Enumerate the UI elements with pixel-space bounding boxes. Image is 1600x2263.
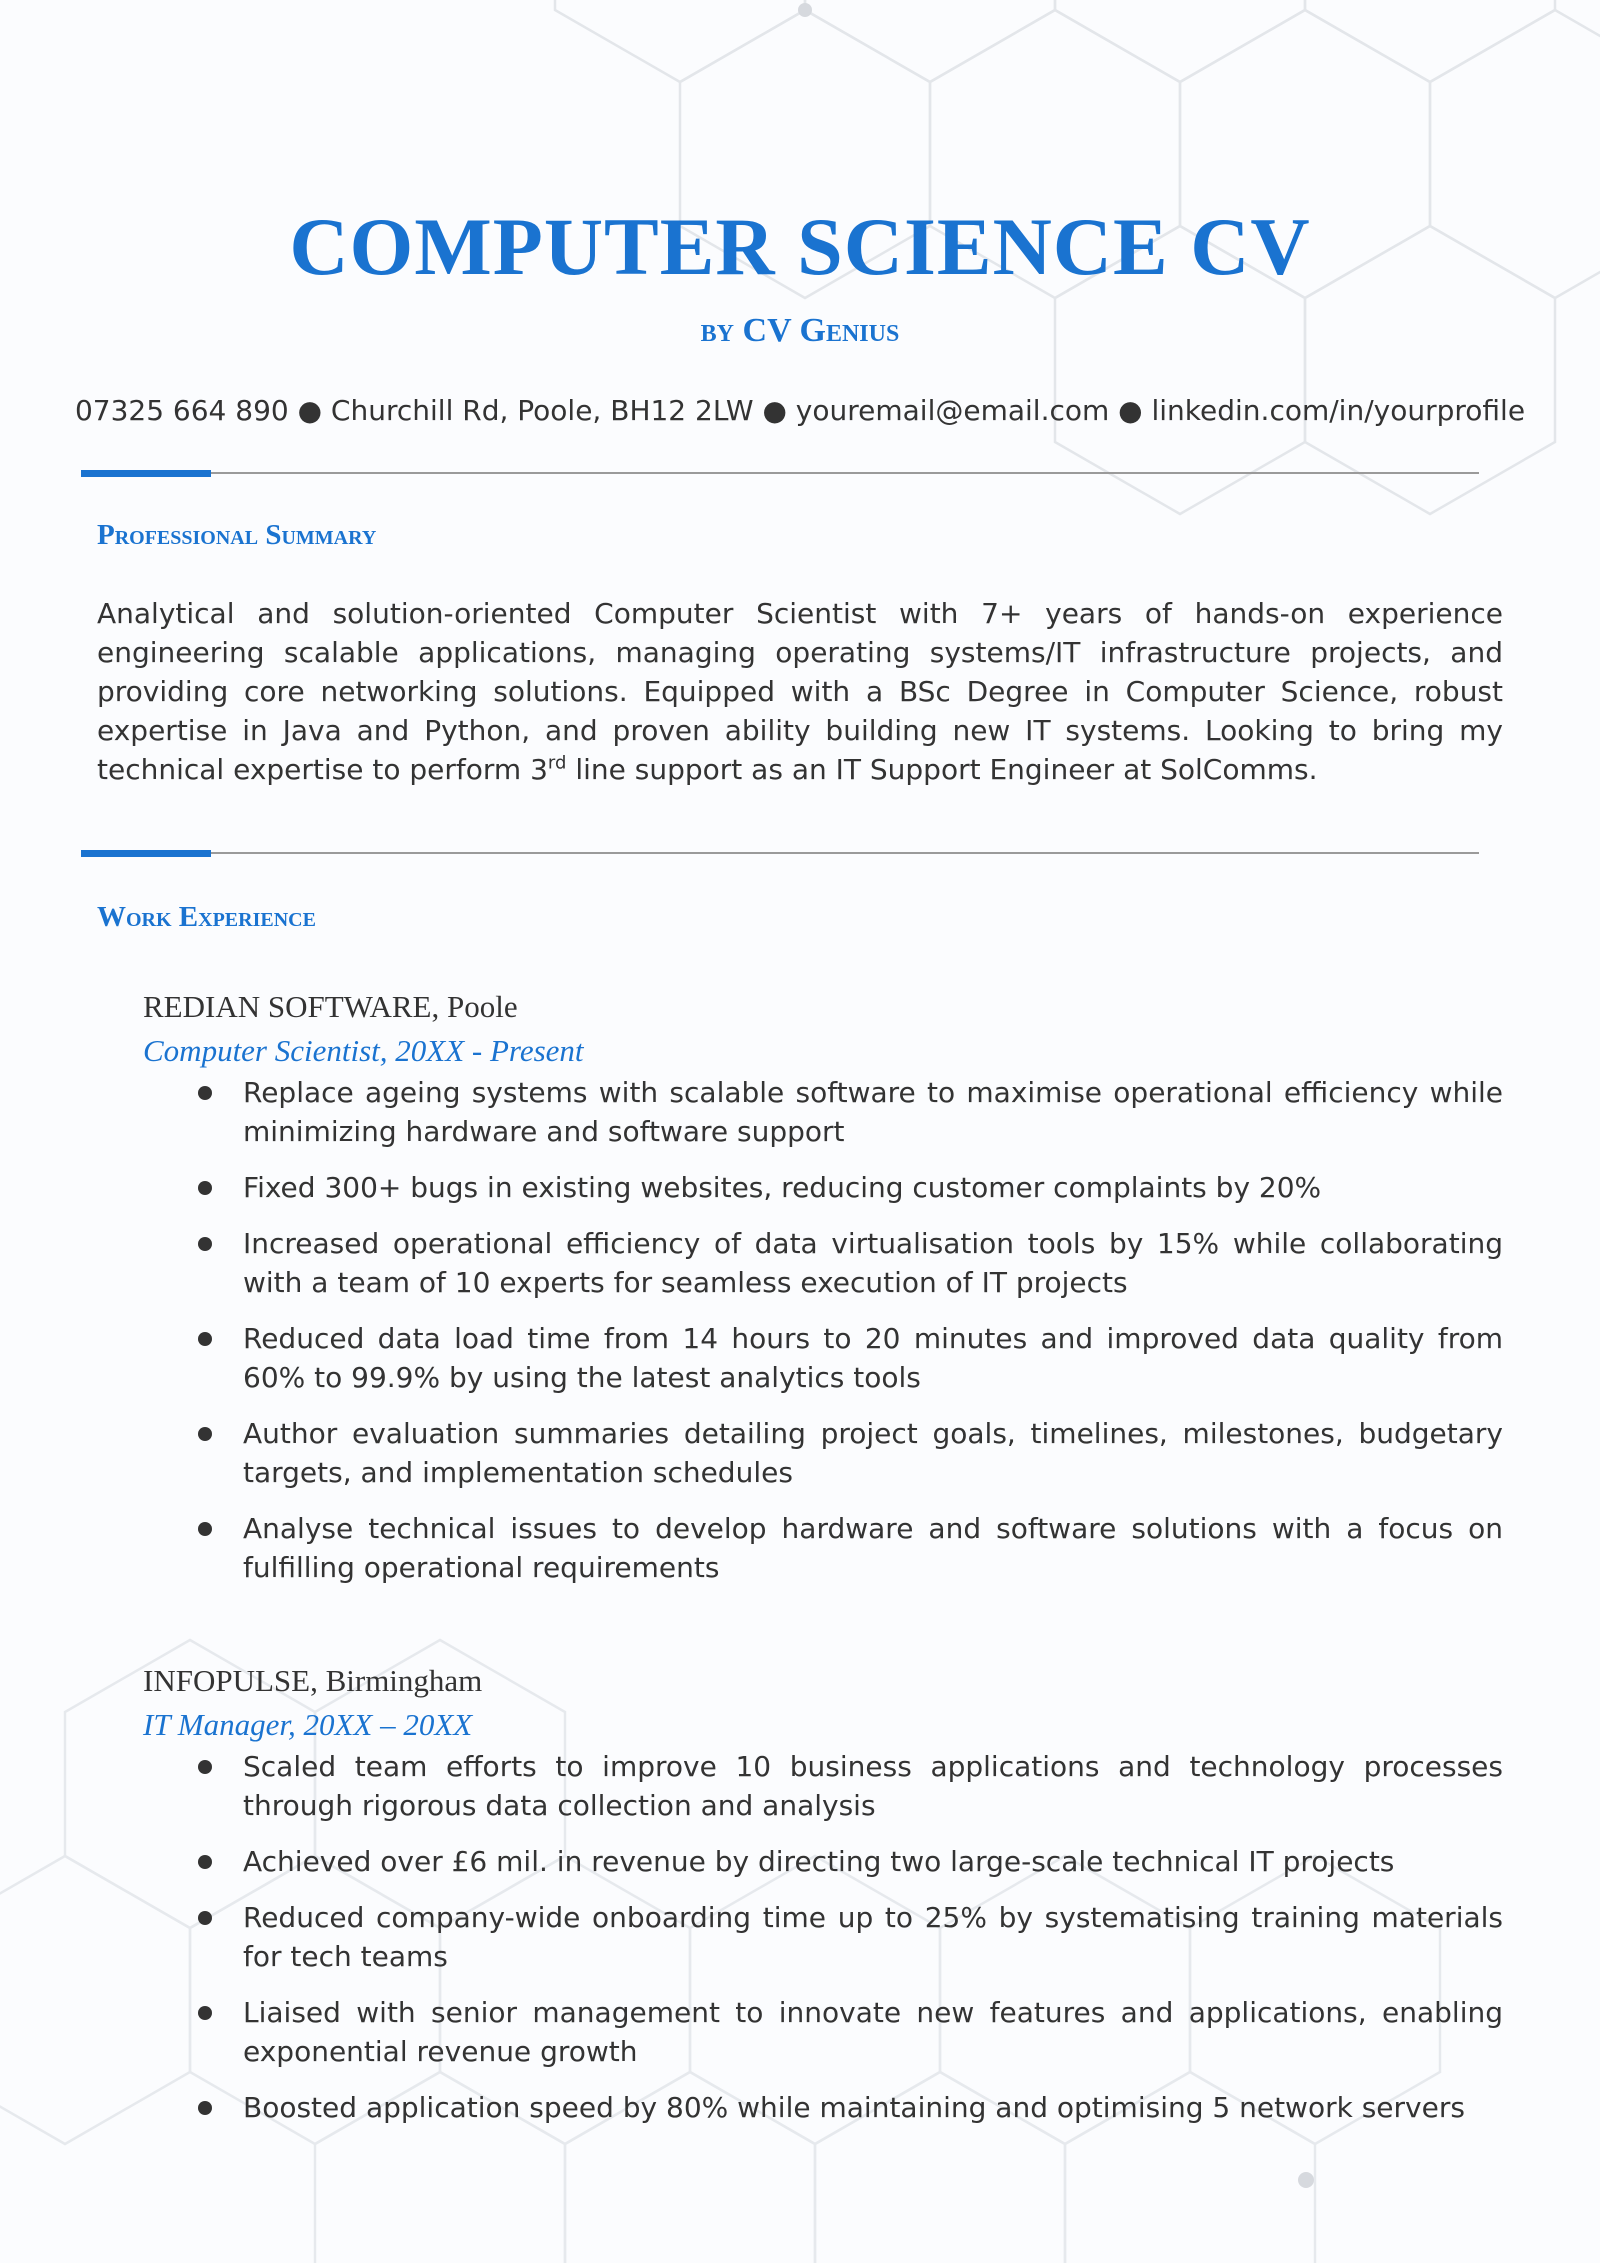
bullet-dot-icon xyxy=(198,2101,212,2115)
job-entry xyxy=(143,985,1503,1604)
bullet-text: Analyse technical issues to develop hardware and software solutions with a focus on fulfilling operational requirements xyxy=(243,1512,1503,1584)
divider-accent xyxy=(81,470,211,477)
bullet-text: Boosted application speed by 80% while maintaining and optimising 5 network servers xyxy=(243,2091,1465,2124)
bullet-dot-icon xyxy=(198,1911,212,1925)
bullet-dot-icon xyxy=(198,1427,212,1441)
bullet-dot-icon xyxy=(198,1855,212,1869)
bullet-item xyxy=(143,1509,1503,1587)
bullet-text: Increased operational efficiency of data virtualisation tools by 15% while collaborating with a team of 10 experts for seamless execution of IT projects xyxy=(243,1227,1503,1299)
summary-text-main: Analytical and solution-oriented Computer Scientist with 7+ years of hands-on experience engineering scalable applications, managing operating systems/IT infrastructure projects, and providing core networking solutions. Equipped with a BSc Degree in Computer Science, robust expertise in Java and Python, and proven ability building new IT systems. Looking to bring my technical expertise to perform 3 xyxy=(97,597,1503,786)
summary-heading: Professional Summary xyxy=(97,519,377,551)
cv-byline: by CV Genius xyxy=(700,312,900,349)
summary-superscript: rd xyxy=(547,752,567,774)
experience-heading: Work Experience xyxy=(97,901,316,933)
bullet-item xyxy=(143,1898,1503,1976)
bullet-item xyxy=(143,1993,1503,2071)
bullet-text: Fixed 300+ bugs in existing websites, reducing customer complaints by 20% xyxy=(243,1171,1322,1204)
job-role: IT Manager, 20XX – 20XX xyxy=(143,1707,473,1742)
job-entry xyxy=(143,1659,1503,2144)
bullet-dot-icon xyxy=(198,1237,212,1251)
bullet-text: Achieved over £6 mil. in revenue by directing two large-scale technical IT projects xyxy=(243,1845,1395,1878)
divider-accent xyxy=(81,850,211,857)
bullet-item xyxy=(143,1747,1503,1825)
summary-text-end: line support as an IT Support Engineer at SolComms. xyxy=(566,753,1318,786)
bullet-item xyxy=(143,1414,1503,1492)
bullet-text: Replace ageing systems with scalable software to maximise operational efficiency while minimizing hardware and software support xyxy=(243,1076,1503,1148)
bullet-item xyxy=(143,1168,1503,1207)
divider-line xyxy=(81,472,1479,474)
cv-title: COMPUTER SCIENCE CV xyxy=(289,201,1311,292)
bullet-dot-icon xyxy=(198,2006,212,2020)
job-company: REDIAN SOFTWARE, Poole xyxy=(143,989,518,1024)
divider-line xyxy=(81,852,1479,854)
job-bullets xyxy=(143,1073,1503,1587)
bullet-dot-icon xyxy=(198,1086,212,1100)
bullet-dot-icon xyxy=(198,1332,212,1346)
section-divider xyxy=(81,467,1479,477)
section-divider xyxy=(81,847,1479,857)
contact-line: 07325 664 890 ● Churchill Rd, Poole, BH12 2LW ● youremail@email.com ● linkedin.com/in/yourprofile xyxy=(74,394,1526,427)
bullet-text: Reduced company-wide onboarding time up to 25% by systematising training materials for tech teams xyxy=(243,1901,1503,1973)
bullet-text: Scaled team efforts to improve 10 business applications and technology processes through rigorous data collection and analysis xyxy=(243,1750,1503,1822)
bullet-text: Reduced data load time from 14 hours to 20 minutes and improved data quality from 60% to 99.9% by using the latest analytics tools xyxy=(243,1322,1503,1394)
bullet-dot-icon xyxy=(198,1760,212,1774)
bullet-text: Liaised with senior management to innovate new features and applications, enabling exponential revenue growth xyxy=(243,1996,1503,2068)
bullet-item xyxy=(143,2088,1503,2127)
job-role: Computer Scientist, 20XX - Present xyxy=(143,1033,584,1068)
job-bullets xyxy=(143,1747,1503,2127)
bullet-dot-icon xyxy=(198,1522,212,1536)
bullet-item xyxy=(143,1073,1503,1151)
summary-text xyxy=(97,594,1503,789)
bullet-dot-icon xyxy=(198,1181,212,1195)
bullet-text: Author evaluation summaries detailing project goals, timelines, milestones, budgetary targets, and implementation schedules xyxy=(243,1417,1503,1489)
job-company: INFOPULSE, Birmingham xyxy=(143,1663,483,1698)
bullet-item xyxy=(143,1842,1503,1881)
bullet-item xyxy=(143,1224,1503,1302)
bullet-item xyxy=(143,1319,1503,1397)
